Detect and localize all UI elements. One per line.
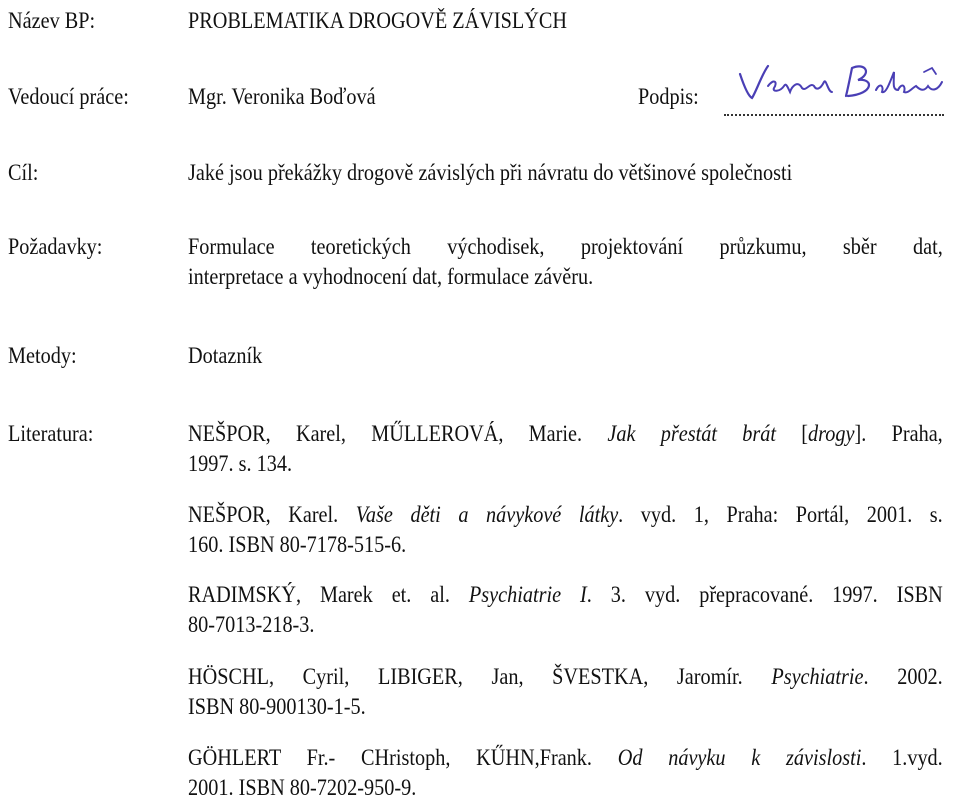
- goal-text: Jaké jsou překážky drogově závislých při návratu do většinové společnosti: [188, 160, 793, 185]
- ref-authors: HÖSCHL, Cyril, LIBIGER, Jan, ŠVESTKA, Jaromír.: [188, 664, 772, 689]
- ref-authors: NEŠPOR, Karel, MŰLLEROVÁ, Marie.: [188, 421, 608, 446]
- requirements-line-2: interpretace a vyhodnocení dat, formulace závěru.: [188, 264, 594, 289]
- requirements-line-1: Formulace teoretických východisek, projektování průzkumu, sběr dat,: [188, 234, 943, 259]
- ref-line-2: 80-7013-218-3.: [188, 612, 315, 637]
- ref-line-2: 160. ISBN 80-7178-515-6.: [188, 532, 407, 557]
- literature-item: RADIMSKÝ, Marek et. al. Psychiatrie I. 3. vyd. přepracované. 1997. ISBN 80-7013-218-3.: [188, 580, 943, 640]
- methods-text: Dotazník: [188, 343, 263, 368]
- ref-line-2: 2001. ISBN 80-7202-950-9.: [188, 775, 417, 800]
- ref-authors: RADIMSKÝ, Marek et. al.: [188, 582, 469, 607]
- literature-label: Literatura:: [8, 421, 94, 446]
- ref-line-2: 1997. s. 134.: [188, 451, 293, 476]
- requirements-label: Požadavky:: [8, 234, 103, 259]
- literature-item: HÖSCHL, Cyril, LIBIGER, Jan, ŠVESTKA, Jaromír. Psychiatrie. 2002. ISBN 80-900130-1-5.: [188, 662, 943, 722]
- name-label: Název BP:: [8, 8, 96, 33]
- thesis-title: PROBLEMATIKA DROGOVĚ ZÁVISLÝCH: [188, 8, 567, 33]
- ref-title: Od návyku k závislosti: [617, 745, 862, 770]
- supervisor-label: Vedoucí práce:: [8, 84, 129, 109]
- literature-item: GÖHLERT Fr.- CHristoph, KŰHN,Frank. Od návyku k závislosti. 1.vyd. 2001. ISBN 80-7202-950-9.: [188, 743, 943, 803]
- ref-title: Vaše děti a návykové látky: [355, 502, 619, 527]
- methods-label: Metody:: [8, 343, 77, 368]
- ref-line-2: ISBN 80-900130-1-5.: [188, 694, 366, 719]
- supervisor-name: Mgr. Veronika Boďová: [188, 84, 376, 109]
- ref-title: Psychiatrie: [771, 664, 864, 689]
- ref-authors: GÖHLERT Fr.- CHristoph, KŰHN,Frank.: [188, 745, 618, 770]
- ref-authors: NEŠPOR, Karel.: [188, 502, 356, 527]
- ref-title: Jak přestát brát: [607, 421, 776, 446]
- literature-item: NEŠPOR, Karel, MŰLLEROVÁ, Marie. Jak přestát brát [drogy]. Praha, 1997. s. 134.: [188, 419, 943, 479]
- ref-title-2: drogy: [808, 421, 855, 446]
- signature-label: Podpis:: [638, 84, 699, 109]
- literature-item: NEŠPOR, Karel. Vaše děti a návykové látky. vyd. 1, Praha: Portál, 2001. s. 160. ISBN 80-7178-515-6.: [188, 500, 943, 560]
- handwritten-signature: [728, 52, 948, 112]
- ref-title: Psychiatrie I: [468, 582, 587, 607]
- goal-label: Cíl:: [8, 160, 39, 185]
- requirements-text: [188, 232, 943, 292]
